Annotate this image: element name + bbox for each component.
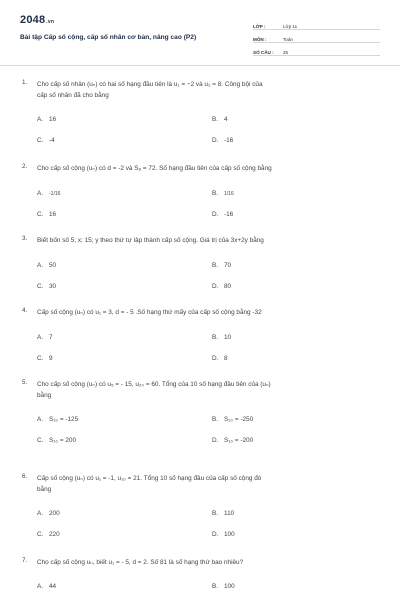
option-value: 100 bbox=[224, 583, 235, 590]
answer-option[interactable] bbox=[212, 137, 233, 144]
option-value: S₁₀ = -250 bbox=[224, 416, 254, 423]
option-value: 30 bbox=[49, 283, 57, 290]
question-number: 2. bbox=[22, 163, 28, 170]
question-number: 6. bbox=[22, 473, 28, 480]
question-text-line: Cho cấp số cộng (uₙ) có u₅ = - 15, u₂₀ = 60. Tổng của 10 số hạng đầu tiên của (uₙ) bbox=[37, 381, 271, 388]
option-value: 70 bbox=[224, 262, 232, 269]
answer-option[interactable] bbox=[37, 583, 56, 590]
option-letter: D. bbox=[212, 531, 219, 538]
meta-table bbox=[253, 17, 380, 56]
logo-text: 2048 bbox=[20, 14, 46, 26]
option-value: 80 bbox=[224, 283, 232, 290]
answer-option[interactable] bbox=[37, 190, 60, 197]
meta-key: LỚP : bbox=[253, 24, 266, 29]
meta-row-question-count bbox=[253, 43, 380, 56]
option-letter: B. bbox=[212, 583, 219, 590]
answer-option[interactable] bbox=[37, 334, 53, 341]
option-value: 9 bbox=[49, 355, 53, 362]
question-text-line: Biết bốn số 5; x; 15; y theo thứ tự lập thành cấp số cộng. Giá trị của 3x+2y bằng bbox=[37, 237, 264, 244]
question-text bbox=[37, 473, 372, 495]
option-letter: C. bbox=[37, 283, 44, 290]
option-value: 200 bbox=[49, 510, 60, 517]
option-value: -16 bbox=[224, 137, 234, 144]
question-text-line: Cấp số cộng (uₙ) có u₁ = 3, d = - 5 .Số hạng thứ mấy của cấp số cộng bằng -32 bbox=[37, 309, 262, 316]
answer-option[interactable] bbox=[212, 190, 234, 197]
option-value: S₁₀ = -125 bbox=[49, 416, 79, 423]
option-value: S₁₀ = 200 bbox=[49, 437, 77, 444]
meta-value: 25 bbox=[283, 50, 289, 55]
option-value: 50 bbox=[49, 262, 57, 269]
question-text bbox=[37, 307, 372, 318]
option-letter: C. bbox=[37, 211, 44, 218]
answer-option[interactable] bbox=[212, 262, 231, 269]
option-letter: D. bbox=[212, 437, 219, 444]
option-letter: A. bbox=[37, 583, 44, 590]
option-value: 4 bbox=[224, 116, 228, 123]
option-letter: D. bbox=[212, 355, 219, 362]
option-value: 16 bbox=[49, 211, 57, 218]
question-text-line: cấp số nhân đã cho bằng bbox=[37, 92, 109, 99]
logo-suffix: .vn bbox=[46, 19, 55, 25]
answer-option[interactable] bbox=[37, 437, 76, 444]
option-value: 10 bbox=[224, 334, 232, 341]
option-letter: A. bbox=[37, 510, 44, 517]
option-letter: D. bbox=[212, 211, 219, 218]
answer-option[interactable] bbox=[212, 531, 235, 538]
question-text bbox=[37, 235, 372, 246]
meta-value: Lớp 11 bbox=[283, 24, 298, 29]
question-text bbox=[37, 379, 372, 401]
option-value: 16 bbox=[49, 116, 57, 123]
option-value: -1/16 bbox=[49, 191, 61, 197]
question-number: 7. bbox=[22, 557, 28, 564]
answer-option[interactable] bbox=[212, 283, 231, 290]
answer-option[interactable] bbox=[37, 510, 60, 517]
site-logo[interactable] bbox=[20, 14, 54, 26]
question-text-line: Cho cấp số nhân (uₙ) có hai số hạng đầu tiên là u₁ = −2 và u₂ = 8. Công bội của bbox=[37, 81, 263, 88]
option-letter: B. bbox=[212, 190, 219, 197]
answer-option[interactable] bbox=[37, 211, 56, 218]
option-letter: A. bbox=[37, 416, 44, 423]
answer-option[interactable] bbox=[37, 416, 78, 423]
option-value: 110 bbox=[224, 510, 235, 517]
option-letter: D. bbox=[212, 137, 219, 144]
option-value: 8 bbox=[224, 355, 228, 362]
option-letter: C. bbox=[37, 137, 44, 144]
answer-option[interactable] bbox=[212, 583, 235, 590]
page-header bbox=[0, 0, 400, 58]
meta-row-class bbox=[253, 17, 380, 30]
header-divider bbox=[0, 65, 400, 66]
option-letter: B. bbox=[212, 416, 219, 423]
option-value: 44 bbox=[49, 583, 57, 590]
answer-option[interactable] bbox=[37, 283, 56, 290]
answer-option[interactable] bbox=[212, 211, 233, 218]
question-text bbox=[37, 163, 372, 174]
answer-option[interactable] bbox=[37, 531, 60, 538]
option-letter: A. bbox=[37, 190, 44, 197]
option-letter: D. bbox=[212, 283, 219, 290]
question-text-line: bằng bbox=[37, 392, 52, 399]
answer-option[interactable] bbox=[212, 116, 228, 123]
document-title: Bài tập Cấp số cộng, cấp số nhân cơ bản, nâng cao (P2) bbox=[20, 34, 197, 41]
question-number: 5. bbox=[22, 379, 28, 386]
option-value: 1/16 bbox=[224, 191, 234, 197]
answer-option[interactable] bbox=[37, 116, 56, 123]
option-value: S₁₀ = -200 bbox=[224, 437, 254, 444]
answer-option[interactable] bbox=[37, 355, 53, 362]
option-letter: A. bbox=[37, 116, 44, 123]
answer-option[interactable] bbox=[37, 137, 55, 144]
option-letter: C. bbox=[37, 355, 44, 362]
question-text bbox=[37, 557, 372, 568]
meta-row-subject bbox=[253, 30, 380, 43]
option-letter: C. bbox=[37, 437, 44, 444]
question-number: 3. bbox=[22, 235, 28, 242]
answer-option[interactable] bbox=[212, 334, 231, 341]
question-text-line: bằng bbox=[37, 486, 52, 493]
option-letter: B. bbox=[212, 116, 219, 123]
option-letter: C. bbox=[37, 531, 44, 538]
option-value: 100 bbox=[224, 531, 235, 538]
option-letter: B. bbox=[212, 262, 219, 269]
option-value: -16 bbox=[224, 211, 234, 218]
option-letter: B. bbox=[212, 510, 219, 517]
answer-option[interactable] bbox=[212, 510, 234, 517]
option-letter: A. bbox=[37, 334, 44, 341]
meta-key: MÔN : bbox=[253, 37, 267, 42]
question-number: 1. bbox=[22, 79, 28, 86]
answer-option[interactable] bbox=[212, 437, 253, 444]
meta-value: Toán bbox=[283, 37, 293, 42]
option-letter: A. bbox=[37, 262, 44, 269]
question-text bbox=[37, 79, 372, 101]
answer-option[interactable] bbox=[212, 355, 228, 362]
meta-key: SỐ CÂU : bbox=[253, 50, 274, 55]
question-text-line: Cho cấp số cộng uₙ, biết u₁ = - 5, d = 2. Số 81 là số hạng thứ bao nhiêu? bbox=[37, 559, 244, 566]
option-value: 220 bbox=[49, 531, 60, 538]
option-value: 7 bbox=[49, 334, 53, 341]
question-text-line: Cấp số cộng (uₙ) có u₁ = -1, u₁₀ = 21. Tổng 10 số hạng đầu của cấp số cộng đó bbox=[37, 475, 262, 482]
answer-option[interactable] bbox=[212, 416, 253, 423]
question-text-line: Cho cấp số cộng (uₙ) có d = -2 và S₈ = 72. Số hạng đầu tiên của cấp số cộng bằng bbox=[37, 165, 272, 172]
option-letter: B. bbox=[212, 334, 219, 341]
option-value: -4 bbox=[49, 137, 55, 144]
answer-option[interactable] bbox=[37, 262, 56, 269]
question-number: 4. bbox=[22, 307, 28, 314]
